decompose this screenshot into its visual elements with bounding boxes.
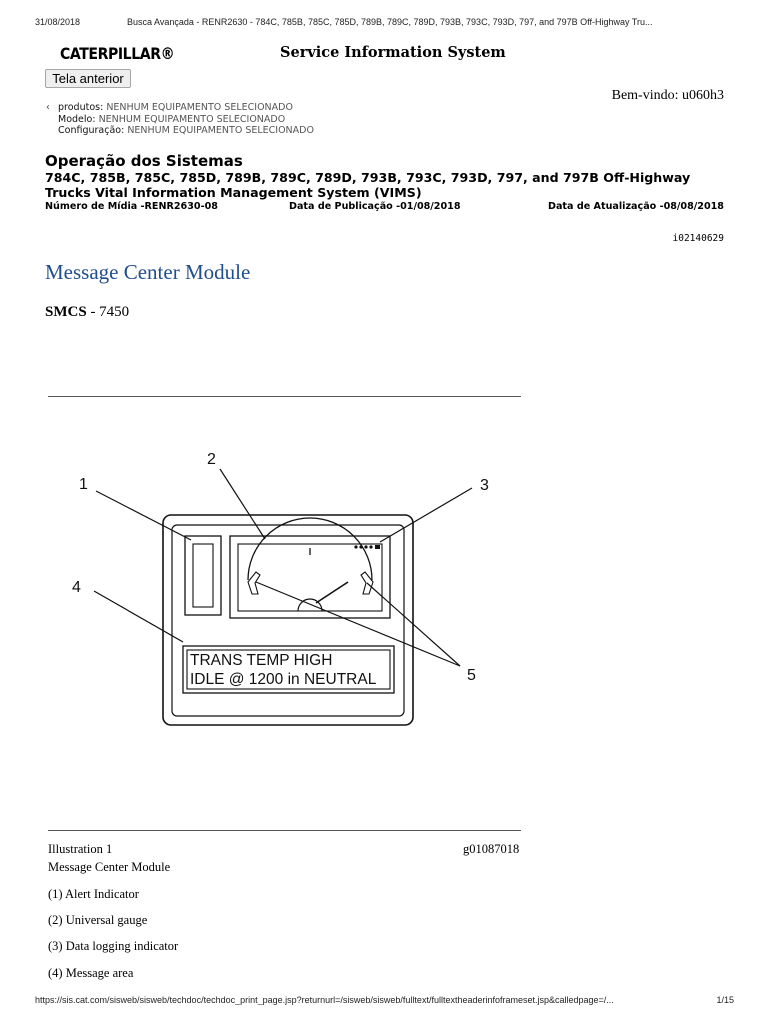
section-title: Operação dos Sistemas <box>45 152 243 170</box>
breadcrumb-label: produtos: <box>58 102 104 113</box>
breadcrumb-products[interactable] <box>46 102 314 114</box>
publication-date: Data de Publicação -01/08/2018 <box>289 201 461 212</box>
message-center-module-illustration <box>60 440 520 760</box>
page-title: Message Center Module <box>45 260 251 284</box>
gauge-needle <box>316 582 348 603</box>
breadcrumb-label: Configuração: <box>58 125 125 136</box>
legend-item: (1) Alert Indicator <box>48 887 139 901</box>
leader-line-2 <box>220 469 265 539</box>
print-date: 31/08/2018 <box>35 17 81 27</box>
breadcrumb-value: NENHUM EQUIPAMENTO SELECIONADO <box>98 113 286 125</box>
document-subtitle-line2: Trucks Vital Information Management System (VIMS) <box>45 184 422 200</box>
callout-5: 5 <box>467 667 476 684</box>
divider <box>48 396 521 397</box>
media-number: Número de Mídia -RENR2630-08 <box>45 201 218 212</box>
document-id: i02140629 <box>672 233 724 244</box>
smcs-label: SMCS <box>45 304 87 320</box>
illustration-id: g01087018 <box>463 842 520 856</box>
breadcrumb-model <box>46 114 314 126</box>
alert-indicator <box>185 536 221 615</box>
callout-3: 3 <box>480 477 489 494</box>
caterpillar-logo: CATERPILLAR® <box>60 44 175 63</box>
breadcrumb-label: Modelo: <box>58 113 96 125</box>
breadcrumb-value: NENHUM EQUIPAMENTO SELECIONADO <box>106 102 293 113</box>
smcs-value: - 7450 <box>86 304 130 320</box>
display-line-1: TRANS TEMP HIGH <box>190 652 333 669</box>
back-button[interactable]: Tela anterior <box>45 69 131 88</box>
system-title: Service Information System <box>280 44 506 61</box>
breadcrumb <box>46 102 314 137</box>
legend-item: (3) Data logging indicator <box>48 939 179 953</box>
print-url: https://sis.cat.com/sisweb/sisweb/techdoc/techdoc_print_page.jsp?returnurl=/sisweb/sisweb/fulltext/fulltextheaderinfoframeset.jsp&calledpage=/... <box>35 995 614 1005</box>
display-line-2: IDLE @ 1200 in NEUTRAL <box>190 671 377 688</box>
callout-2: 2 <box>207 451 216 468</box>
alert-indicator-lens <box>193 544 213 607</box>
page-number: 1/15 <box>716 995 734 1005</box>
welcome-text: Bem-vindo: u060h3 <box>611 88 724 103</box>
divider <box>48 830 521 831</box>
update-date: Data de Atualização -08/08/2018 <box>548 201 724 212</box>
breadcrumb-configuration <box>46 125 314 137</box>
print-page-title: Busca Avançada - RENR2630 - 784C, 785B, 785C, 785D, 789B, 789C, 789D, 793B, 793C, 793D, 797, and 797B Off-Highway Tru... <box>127 17 653 27</box>
smcs-code <box>45 304 129 321</box>
callout-1: 1 <box>79 476 88 493</box>
illustration-number: Illustration 1 <box>48 842 113 856</box>
breadcrumb-value: NENHUM EQUIPAMENTO SELECIONADO <box>127 125 314 136</box>
document-subtitle-line1: 784C, 785B, 785C, 785D, 789B, 789C, 789D, 793B, 793C, 793D, 797, and 797B Off-Highway <box>45 170 691 185</box>
illustration-title: Message Center Module <box>48 860 171 874</box>
data-logging-indicator <box>354 545 380 549</box>
legend-item: (2) Universal gauge <box>48 913 148 927</box>
callout-4: 4 <box>72 579 81 596</box>
chevron-left-icon[interactable]: ‹ <box>46 102 50 113</box>
leader-line-4 <box>94 591 183 642</box>
document-subtitle <box>45 171 690 200</box>
legend-item: (4) Message area <box>48 966 134 980</box>
